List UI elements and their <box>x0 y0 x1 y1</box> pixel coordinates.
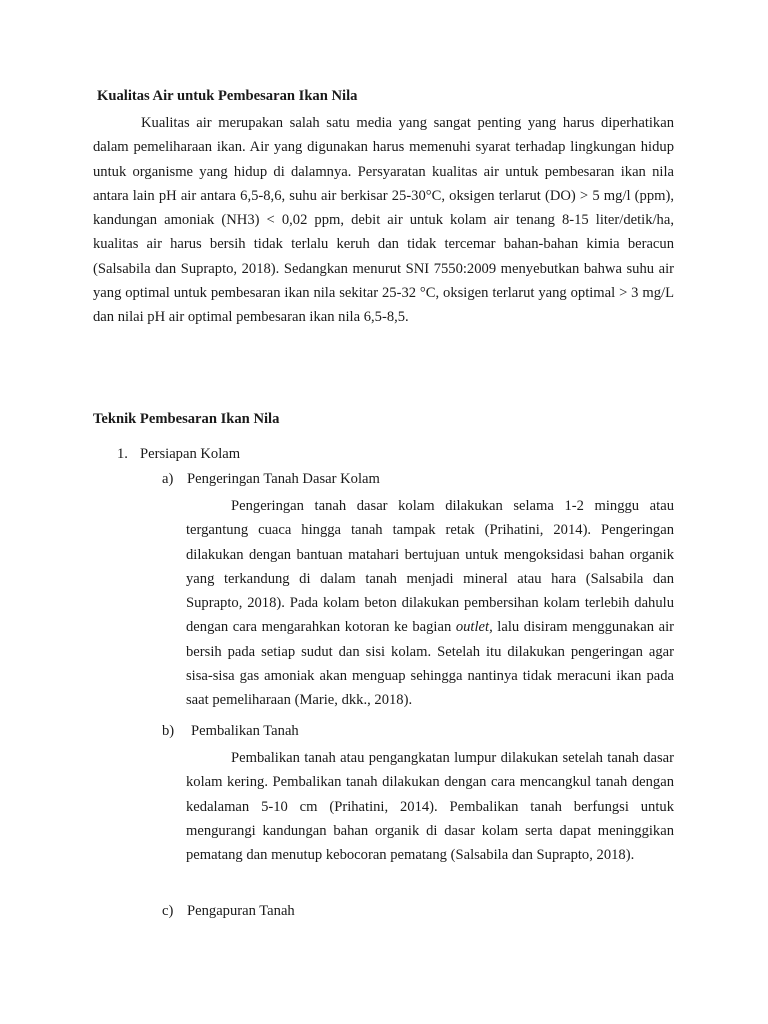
sublist-item-label: Pengeringan Tanah Dasar Kolam <box>187 471 380 487</box>
sublist-item-liming <box>162 902 295 920</box>
sublist-marker: a) <box>162 471 174 487</box>
sublist-item-label: Pengapuran Tanah <box>187 903 295 919</box>
drying-text-part1: Pengeringan tanah dasar kolam dilakukan selama 1-2 minggu atau tergantung cuaca hingga tanah tampak retak (Prihatini, 2014). Pengeringan dilakukan dengan bantuan matahari bertujuan untuk mengoksidasi bahan organik yang terkandung di dalam tanah menjadi mineral atau hara (Salsabila dan Suprapto, 2018). Pada kolam beton dilakukan pembersihan kolam terlebih dahulu dengan cara mengarahkan kotoran ke bagian <box>186 498 674 636</box>
water-quality-paragraph: Kualitas air merupakan salah satu media yang sangat penting yang harus diperhatikan dalam pemeliharaan ikan. Air yang digunakan harus memenuhi syarat terhadap lingkungan hidup untuk organisme yang hidup di dalamnya. Persyaratan kualitas air untuk pembesaran ikan nila antara lain pH air antara 6,5-8,6, suhu air berkisar 25-30°C, oksigen terlarut (DO) > 5 mg/l (ppm), kandungan amoniak (NH3) < 0,02 ppm, debit air untuk kolam air tenang 8-15 liter/detik/ha, kualitas air harus bersih tidak terlalu keruh dan tidak tercemar bahan-bahan kimia beracun (Salsabila dan Suprapto, 2018). Sedangkan menurut SNI 7550:2009 menyebutkan bahwa suhu air yang optimal untuk pembesaran ikan nila sekitar 25-32 °C, oksigen terlarut yang optimal > 3 mg/L dan nilai pH air optimal pembesaran ikan nila 6,5-8,5. <box>93 115 674 326</box>
section-title-water-quality: Kualitas Air untuk Pembesaran Ikan Nila <box>97 88 358 104</box>
list-item-pond-preparation <box>117 445 240 463</box>
sublist-item-soil-turning <box>162 722 299 740</box>
sublist-item-drying <box>162 470 380 488</box>
sublist-marker: b) <box>162 723 175 739</box>
drying-paragraph <box>186 494 674 713</box>
list-marker: 1. <box>117 446 128 462</box>
list-item-label: Persiapan Kolam <box>140 446 241 462</box>
soil-turning-paragraph: Pembalikan tanah atau pengangkatan lumpur dilakukan setelah tanah dasar kolam kering. Pembalikan tanah dilakukan dengan cara mencangkul tanah dengan kedalaman 5-10 cm (Prihatini, 2014). Pembalikan tanah berfungsi untuk mengurangi kandungan bahan organik di dasar kolam serta dapat meninggikan pematang dan menutup kebocoran pematang (Salsabila dan Suprapto, 2018). <box>186 750 674 864</box>
sublist-item-label: Pembalikan Tanah <box>191 723 299 739</box>
outlet-term: outlet, <box>455 619 493 636</box>
drying-text-part2: lalu disiram menggunakan air bersih pada setiap sudut dan sisi kolam. Setelah itu dilakukan pengeringan agar sisa-sisa gas amoniak akan menguap sehingga nantinya tidak meracuni ikan pada saat pemeliharaan (Marie, dkk., 2018). <box>186 619 674 709</box>
section-title-rearing-technique: Teknik Pembesaran Ikan Nila <box>93 411 280 427</box>
sublist-marker: c) <box>162 903 174 919</box>
